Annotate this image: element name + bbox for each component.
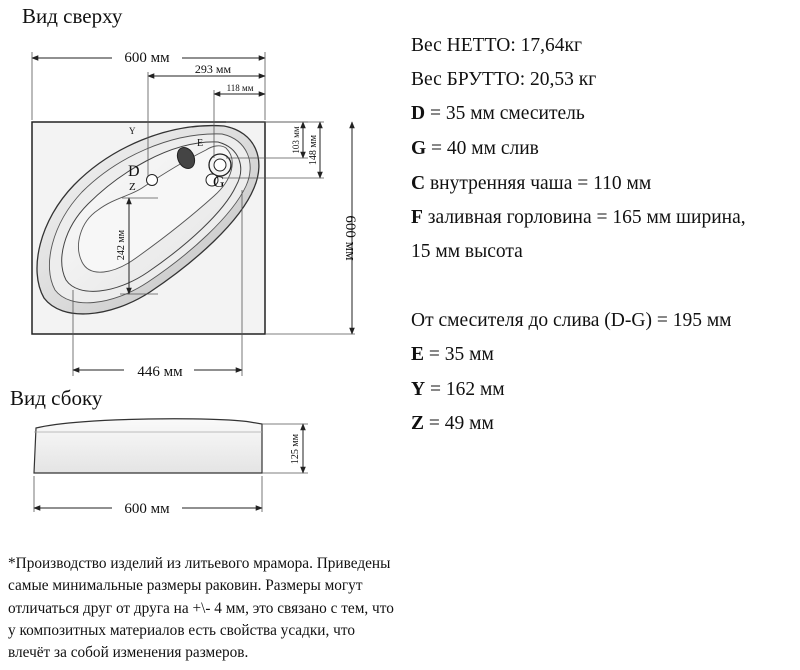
dim-to-drain: 293 мм (194, 62, 232, 76)
marker-y: Y (129, 126, 136, 136)
spec-overflow-height: 15 мм высота (411, 241, 523, 262)
dim-top-width: 600 мм (124, 50, 170, 66)
spec-z: Z = 49 мм (411, 413, 494, 434)
marker-e: E (197, 138, 204, 149)
spec-overflow: F заливная горловина = 165 мм ширина, (411, 207, 746, 228)
dim-small-v1: 103 мм (291, 126, 301, 154)
spec-inner-bowl: C внутренняя чаша = 110 мм (411, 173, 652, 194)
footnote-line: отличаться друг от друга на +\- 4 мм, это связано с тем, что (8, 599, 394, 617)
side-view (34, 419, 308, 517)
dim-to-mixer: 118 мм (226, 83, 254, 93)
dim-small-v2: 148 мм (308, 134, 319, 166)
footnote-line: самые минимальные размеры раковин. Размеры могут (8, 577, 363, 595)
dim-side-height: 125 мм (290, 433, 301, 465)
footnote (8, 553, 488, 664)
side-view-title: Вид сбоку (10, 386, 103, 410)
dim-height: 600 мм (342, 215, 358, 261)
top-view-title: Вид сверху (22, 4, 123, 28)
spec-drain: G = 40 мм слив (411, 138, 539, 159)
sink-side-profile (34, 419, 262, 473)
dim-side-width: 600 мм (124, 501, 170, 517)
spec-gross-weight: Вес БРУТТО: 20,53 кг (411, 69, 597, 90)
spec-e: E = 35 мм (411, 344, 494, 365)
footnote-line: влечёт за собой изменения размеров. (8, 644, 249, 662)
top-view (32, 46, 358, 380)
spec-net-weight: Вес НЕТТО: 17,64кг (411, 35, 582, 56)
drain-inner-icon (214, 159, 226, 171)
footnote-line: *Производство изделий из литьевого мрамора. Приведены (8, 555, 391, 572)
mixer-hole-icon (147, 175, 158, 186)
spec-y: Y = 162 мм (411, 379, 505, 400)
marker-g: G (213, 174, 225, 191)
dim-bowl-depth: 242 мм (116, 229, 127, 261)
spec-mixer: D = 35 мм смеситель (411, 103, 585, 124)
marker-z: Z (129, 181, 136, 193)
footnote-line: у композитных материалов есть свойства усадки, что (8, 621, 355, 639)
dim-bottom-width: 446 мм (137, 364, 183, 380)
spec-mixer-to-drain: От смесителя до слива (D-G) = 195 мм (411, 310, 732, 331)
marker-d: D (128, 163, 140, 180)
